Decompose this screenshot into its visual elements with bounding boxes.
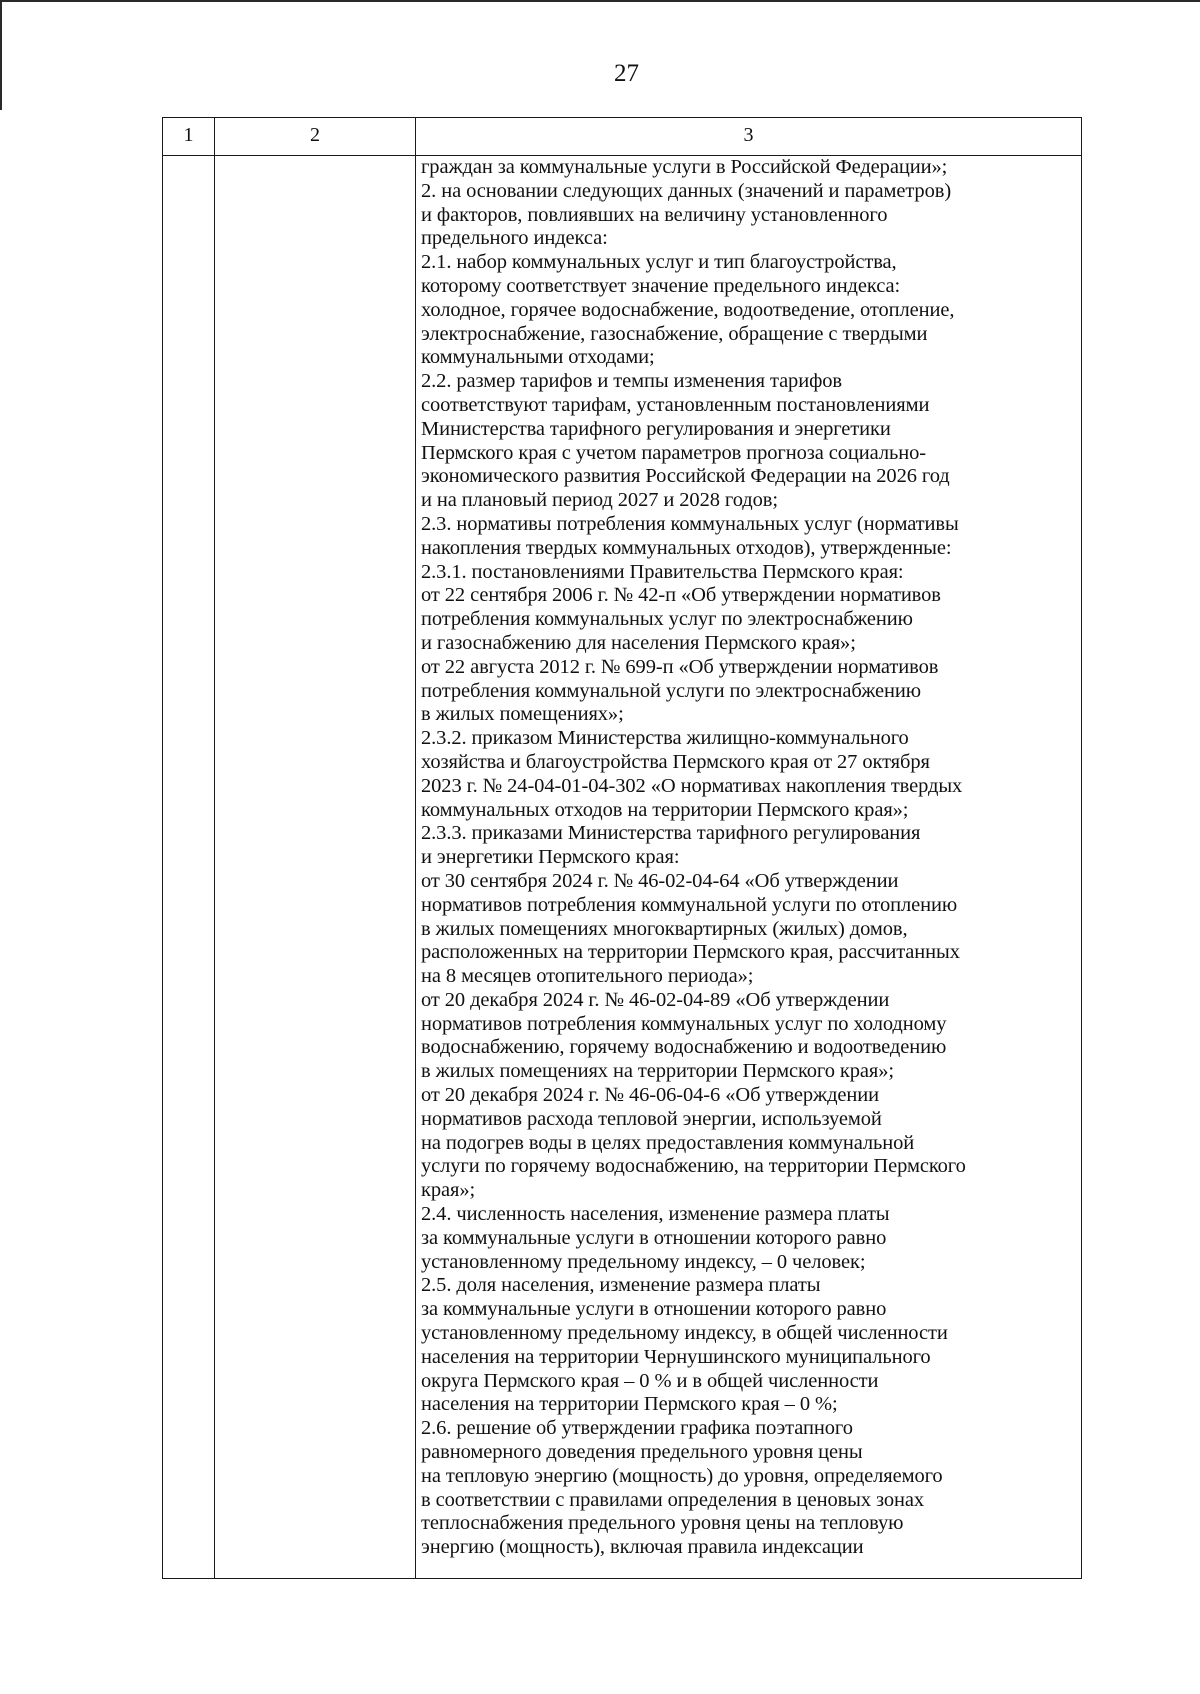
text-line: от 30 сентября 2024 г. № 46-02-04-64 «Об утверждении xyxy=(421,869,899,892)
text-line: в жилых помещениях»; xyxy=(421,703,624,726)
text-line: расположенных на территории Пермского края, рассчитанных xyxy=(421,941,960,964)
text-line: населения на территории Пермского края – 0 %; xyxy=(421,1393,838,1416)
text-line: 2.1. набор коммунальных услуг и тип благоустройства, xyxy=(421,251,897,274)
text-line: за коммунальные услуги в отношении которого равно xyxy=(421,1226,887,1249)
text-line: установленному предельному индексу, в общей численности xyxy=(421,1322,948,1345)
text-line: 2.3. нормативы потребления коммунальных услуг (нормативы xyxy=(421,512,959,535)
text-line: установленному предельному индексу, – 0 человек; xyxy=(421,1250,866,1273)
text-line: 2023 г. № 24-04-01-04-302 «О нормативах накопления твердых xyxy=(421,774,963,797)
text-line: от 20 декабря 2024 г. № 46-06-04-6 «Об утверждении xyxy=(421,1084,880,1107)
text-line: в жилых помещениях многоквартирных (жилых) домов, xyxy=(421,917,908,940)
text-line: электроснабжение, газоснабжение, обращение с твердыми xyxy=(421,322,928,345)
column-divider-1 xyxy=(214,118,215,1578)
page-number: 27 xyxy=(614,60,639,87)
text-line: от 20 декабря 2024 г. № 46-02-04-89 «Об утверждении xyxy=(421,988,890,1011)
text-line: 2.3.2. приказом Министерства жилищно-коммунального xyxy=(421,727,909,750)
text-line: 2.3.3. приказами Министерства тарифного регулирования xyxy=(421,822,921,845)
text-line: граждан за коммунальные услуги в Российской Федерации»; xyxy=(421,156,948,178)
text-line: коммунальными отходами; xyxy=(421,346,655,369)
text-line: потребления коммунальной услуги по электроснабжению xyxy=(421,679,921,702)
column-divider-2 xyxy=(415,118,416,1578)
text-line: края»; xyxy=(421,1179,476,1202)
text-line: предельного индекса: xyxy=(421,227,608,250)
document-table xyxy=(162,117,1082,1579)
scan-border-top xyxy=(0,0,1200,2)
column-header-2: 2 xyxy=(310,124,320,146)
text-line: холодное, горячее водоснабжение, водоотведение, отопление, xyxy=(421,298,955,321)
text-line: нормативов потребления коммунальной услуги по отоплению xyxy=(421,893,958,916)
text-line: в жилых помещениях на территории Пермского края»; xyxy=(421,1060,894,1083)
text-line: от 22 августа 2012 г. № 699-п «Об утверждении нормативов xyxy=(421,655,939,678)
text-line: за коммунальные услуги в отношении которого равно xyxy=(421,1298,887,1321)
text-line: нормативов потребления коммунальных услуг по холодному xyxy=(421,1012,947,1035)
scan-border-left xyxy=(0,0,2,110)
text-line: и газоснабжению для населения Пермского края»; xyxy=(421,631,856,654)
text-line: населения на территории Чернушинского муниципального xyxy=(421,1345,931,1368)
text-line: Пермского края с учетом параметров прогноза социально- xyxy=(421,441,926,464)
text-line: равномерного доведения предельного уровня цены xyxy=(421,1441,863,1464)
text-line: и факторов, повлиявших на величину установленного xyxy=(421,203,888,226)
text-line: от 22 сентября 2006 г. № 42-п «Об утверждении нормативов xyxy=(421,584,941,607)
column-header-3: 3 xyxy=(743,124,754,146)
text-line: коммунальных отходов на территории Пермского края»; xyxy=(421,798,909,821)
text-line: услуги по горячему водоснабжению, на территории Пермского xyxy=(421,1155,966,1178)
text-line: экономического развития Российской Федерации на 2026 год xyxy=(421,465,950,488)
text-line: на 8 месяцев отопительного периода»; xyxy=(421,965,754,988)
text-line: энергию (мощность), включая правила индексации xyxy=(421,1536,864,1559)
text-line: 2.3.1. постановлениями Правительства Пермского края: xyxy=(421,560,904,583)
text-line: 2.4. численность населения, изменение размера платы xyxy=(421,1203,890,1226)
column-header-1: 1 xyxy=(183,124,194,146)
text-line: и энергетики Пермского края: xyxy=(421,846,680,869)
text-line: и на плановый период 2027 и 2028 годов; xyxy=(421,489,778,512)
text-line: в соответствии с правилами определения в ценовых зонах xyxy=(421,1488,925,1511)
text-line: которому соответствует значение предельного индекса: xyxy=(421,274,901,297)
text-line: Министерства тарифного регулирования и энергетики xyxy=(421,417,891,440)
text-line: 2.2. размер тарифов и темпы изменения тарифов xyxy=(421,370,842,393)
text-line: 2.6. решение об утверждении графика поэтапного xyxy=(421,1417,853,1440)
text-line: теплоснабжения предельного уровня цены на тепловую xyxy=(421,1512,904,1535)
text-line: накопления твердых коммунальных отходов), утвержденные: xyxy=(421,536,952,559)
column-3-text xyxy=(421,156,1081,1560)
text-line: округа Пермского края – 0 % и в общей численности xyxy=(421,1369,879,1392)
text-line: потребления коммунальных услуг по электроснабжению xyxy=(421,608,913,631)
text-line: соответствуют тарифам, установленным постановлениями xyxy=(421,393,930,416)
text-line: на тепловую энергию (мощность) до уровня, определяемого xyxy=(421,1464,943,1487)
text-line: нормативов расхода тепловой энергии, используемой xyxy=(421,1107,882,1130)
text-line: 2. на основании следующих данных (значений и параметров) xyxy=(421,179,952,202)
text-line: водоснабжению, горячему водоснабжению и водоотведению xyxy=(421,1036,947,1059)
text-line: на подогрев воды в целях предоставления коммунальной xyxy=(421,1131,915,1154)
text-line: 2.5. доля населения, изменение размера платы xyxy=(421,1274,821,1297)
text-line: хозяйства и благоустройства Пермского края от 27 октября xyxy=(421,750,930,773)
